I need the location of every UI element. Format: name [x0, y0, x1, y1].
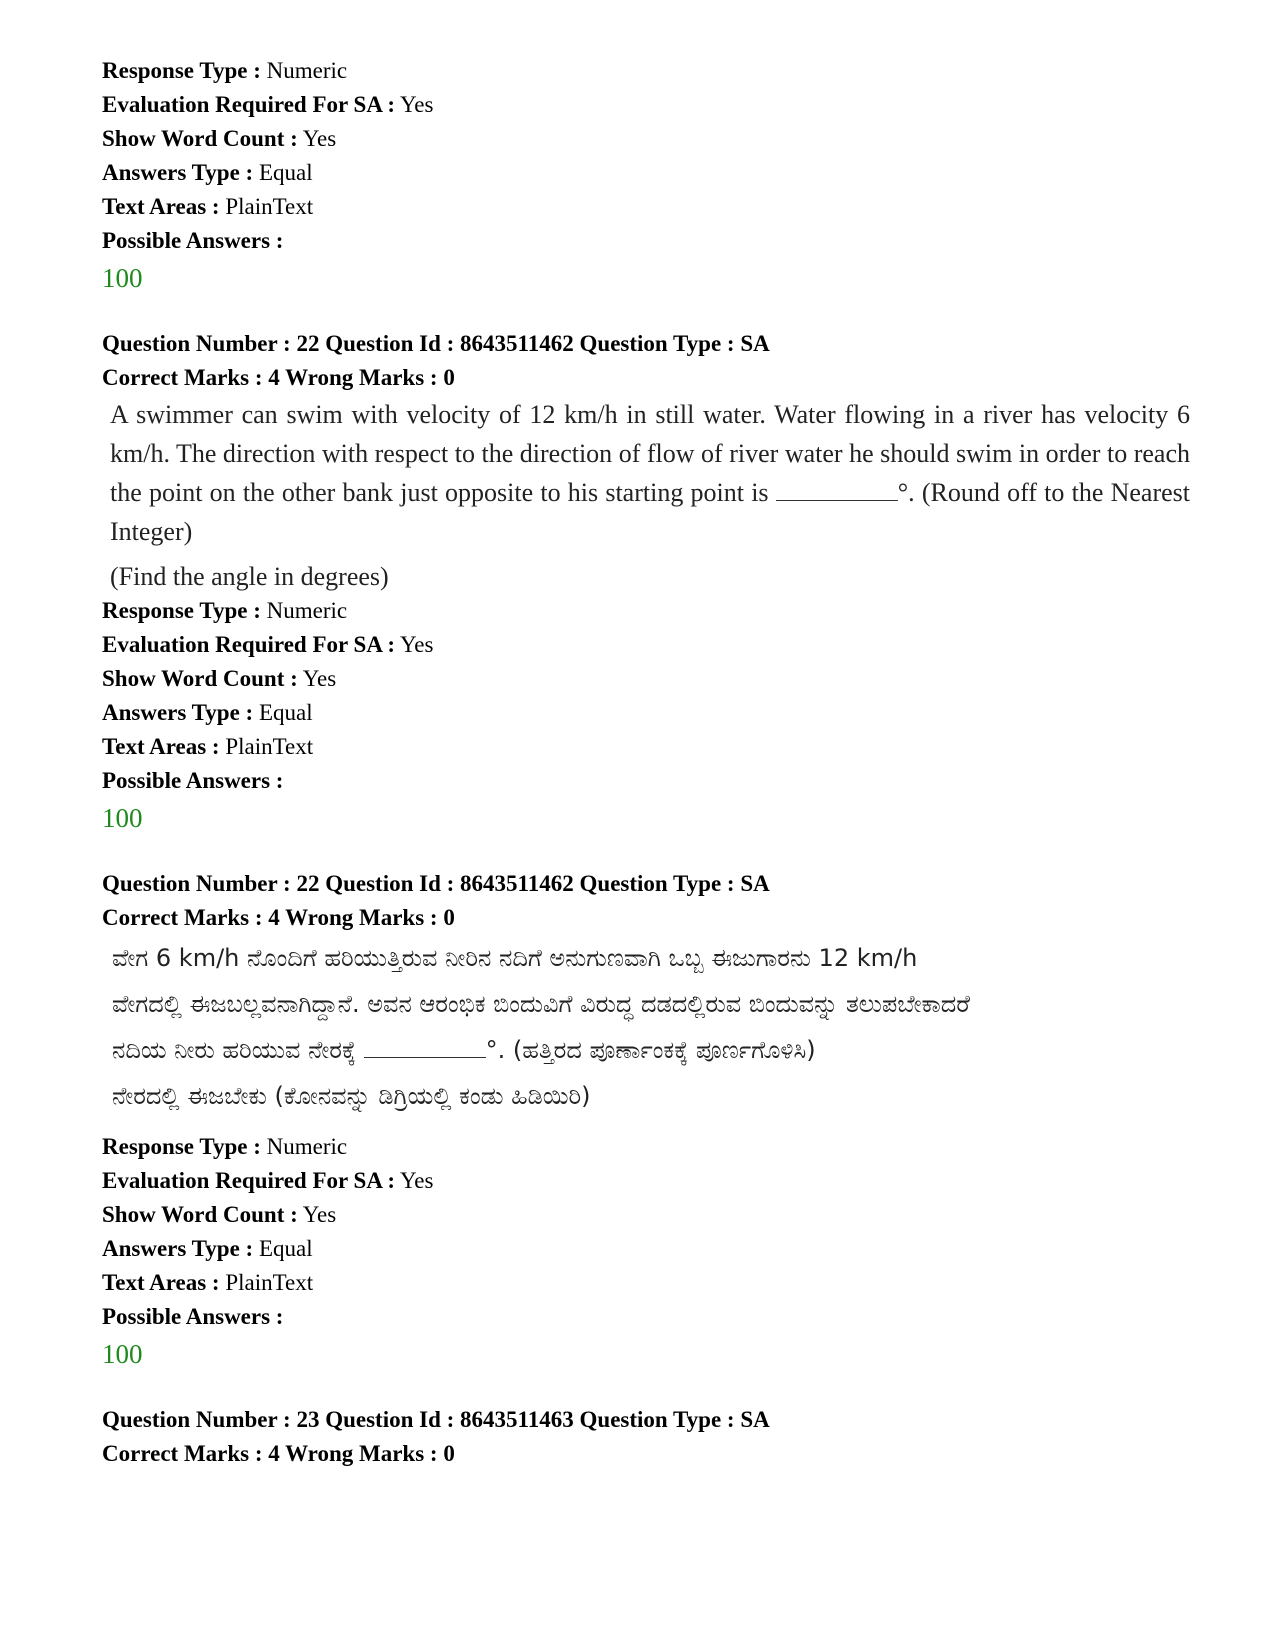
- possible-answers-row: Possible Answers :: [102, 228, 284, 253]
- meta-block-1: [102, 54, 1182, 298]
- evaluation-value: Yes: [400, 92, 434, 117]
- answers-type-value: Equal: [258, 1236, 313, 1261]
- question-subtext: (Find the angle in degrees): [110, 562, 389, 591]
- kannada-line-1: ವೇಗ 6 km/h ನೊಂದಿಗೆ ಹರಿಯುತ್ತಿರುವ ನೀರಿನ ನದಿಗೆ ಅನುಗುಣವಾಗಿ ಒಬ್ಬ ಈಜುಗಾರನು 12 km/h: [112, 944, 918, 972]
- evaluation-value: Yes: [400, 632, 434, 657]
- answer-blank: [776, 478, 898, 501]
- word-count-value: Yes: [302, 1202, 337, 1227]
- word-count-row: Show Word Count : Yes: [102, 1202, 337, 1227]
- question-22-kannada: [102, 867, 1182, 1119]
- word-count-value: Yes: [302, 126, 337, 151]
- possible-answer-value: 100: [102, 803, 143, 833]
- evaluation-row: Evaluation Required For SA : Yes: [102, 632, 434, 657]
- word-count-row: Show Word Count : Yes: [102, 126, 337, 151]
- text-areas-row: Text Areas : PlainText: [102, 194, 314, 219]
- possible-answers-row: Possible Answers :: [102, 768, 284, 793]
- text-areas-row: Text Areas : PlainText: [102, 1270, 314, 1295]
- text-areas-value: PlainText: [225, 734, 314, 759]
- answers-type-row: Answers Type : Equal: [102, 700, 313, 725]
- question-marks: Correct Marks : 4 Wrong Marks : 0: [102, 1441, 455, 1466]
- response-type-value: Numeric: [266, 58, 348, 83]
- response-type-row: Response Type : Numeric: [102, 1134, 348, 1159]
- kannada-line-2: ವೇಗದಲ್ಲಿ ಈಜಬಲ್ಲವನಾಗಿದ್ದಾನೆ. ಅವನ ಆರಂಭಿಕ ಬಿಂದುವಿಗೆ ವಿರುದ್ಧ ದಡದಲ್ಲಿರುವ ಬಿಂದುವನ್ನು ತಲುಪಬೇಕಾದರೆ: [112, 990, 970, 1018]
- response-type-row: Response Type : Numeric: [102, 598, 348, 623]
- question-header: Question Number : 23 Question Id : 8643511463 Question Type : SA: [102, 1407, 770, 1432]
- evaluation-value: Yes: [400, 1168, 434, 1193]
- question-marks: Correct Marks : 4 Wrong Marks : 0: [102, 365, 455, 390]
- answers-type-row: Answers Type : Equal: [102, 1236, 313, 1261]
- answers-type-value: Equal: [258, 160, 313, 185]
- question-text-kannada: [102, 935, 1192, 1119]
- answers-type-value: Equal: [258, 700, 313, 725]
- question-header: Question Number : 22 Question Id : 8643511462 Question Type : SA: [102, 871, 770, 896]
- response-type-value: Numeric: [266, 598, 348, 623]
- possible-answer-value: 100: [102, 1339, 143, 1369]
- question-body: A swimmer can swim with velocity of 12 km/h in still water. Water flowing in a river has velocity 6 km/h. The direction with respect to the direction of flow of river water he should swim in order to reach the point on the other bank just opposite to his starting point is °. (Round off to the Nearest Integer): [110, 400, 1190, 546]
- meta-block-3: [102, 1130, 1182, 1374]
- evaluation-row: Evaluation Required For SA : Yes: [102, 1168, 434, 1193]
- possible-answer-value: 100: [102, 263, 143, 293]
- answer-blank: [364, 1035, 486, 1058]
- meta-block-2: [102, 594, 1182, 838]
- word-count-value: Yes: [302, 666, 337, 691]
- response-type-row: Response Type : Numeric: [102, 58, 348, 83]
- question-23: [102, 1403, 1182, 1471]
- question-22-english: [102, 327, 1190, 596]
- text-areas-row: Text Areas : PlainText: [102, 734, 314, 759]
- question-text: [102, 395, 1190, 596]
- response-type-value: Numeric: [266, 1134, 348, 1159]
- kannada-line-3: ನದಿಯ ನೀರು ಹರಿಯುವ ನೇರಕ್ಕೆ °. (ಹತ್ತಿರದ ಪೂರ್ಣಾಂಕಕ್ಕೆ ಪೂರ್ಣಗೊಳಿಸಿ): [112, 1036, 816, 1064]
- word-count-row: Show Word Count : Yes: [102, 666, 337, 691]
- possible-answers-row: Possible Answers :: [102, 1304, 284, 1329]
- kannada-line-4: ನೇರದಲ್ಲಿ ಈಜಬೇಕು (ಕೋನವನ್ನು ಡಿಗ್ರಿಯಲ್ಲಿ ಕಂಡು ಹಿಡಿಯಿರಿ): [112, 1082, 591, 1110]
- answers-type-row: Answers Type : Equal: [102, 160, 313, 185]
- evaluation-row: Evaluation Required For SA : Yes: [102, 92, 434, 117]
- text-areas-value: PlainText: [225, 1270, 314, 1295]
- question-marks: Correct Marks : 4 Wrong Marks : 0: [102, 905, 455, 930]
- question-header: Question Number : 22 Question Id : 8643511462 Question Type : SA: [102, 331, 770, 356]
- text-areas-value: PlainText: [225, 194, 314, 219]
